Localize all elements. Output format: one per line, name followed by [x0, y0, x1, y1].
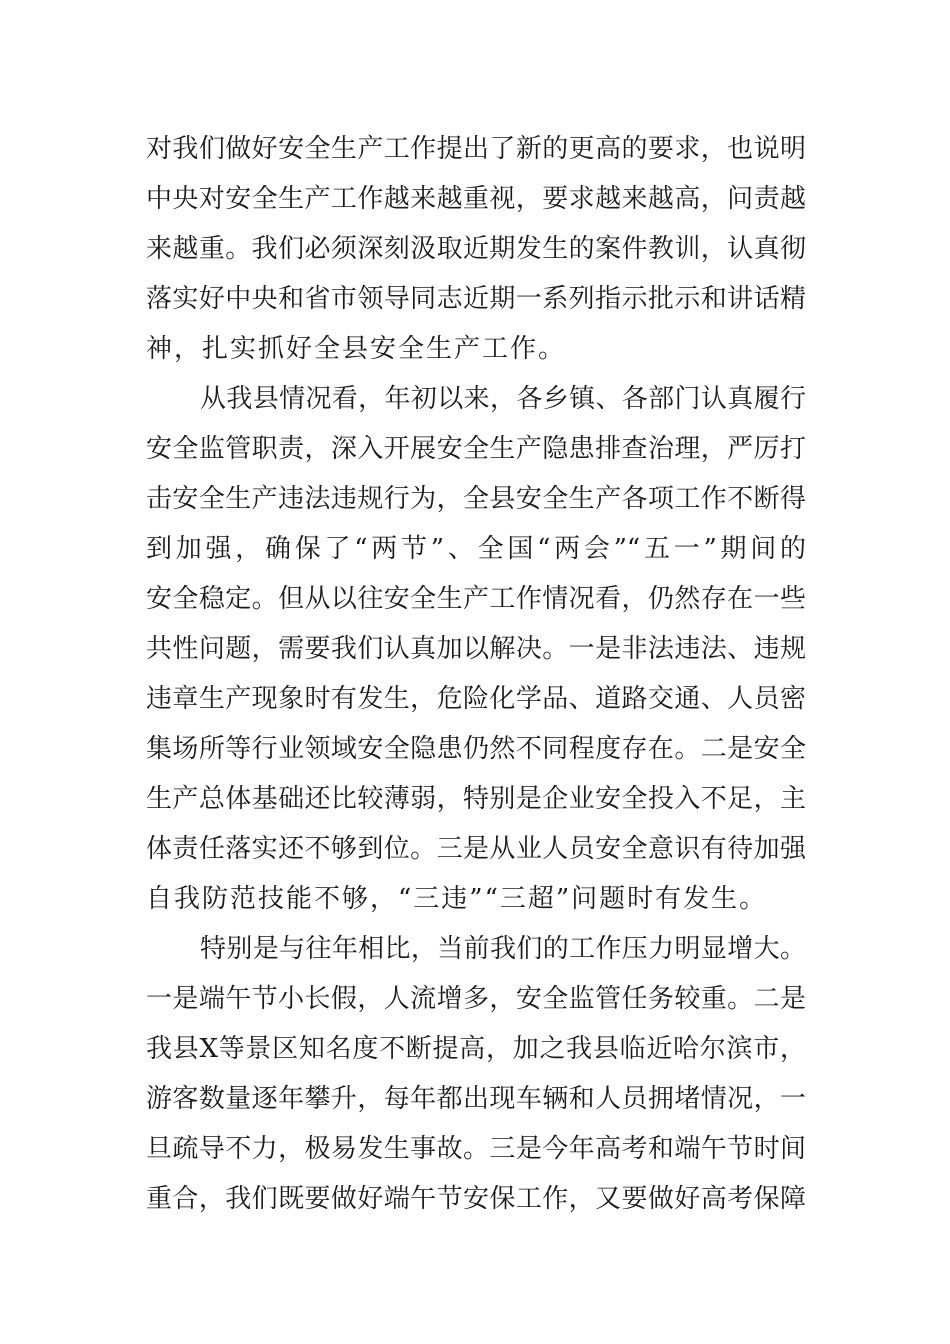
- text-line: 重合，我们既要做好端午节安保工作，又要做好高考保障: [146, 1184, 806, 1214]
- text-line: 中央对安全生产工作越来越重视，要求越来越高，问责越: [146, 184, 806, 214]
- text-line: 击安全生产违法违规行为，全县安全生产各项工作不断得: [146, 484, 806, 514]
- text-line: 一是端午节小长假，人流增多，安全监管任务较重。二是: [146, 984, 806, 1014]
- text-line: 落实好中央和省市领导同志近期一系列指示批示和讲话精: [146, 284, 806, 314]
- text-line: 游客数量逐年攀升，每年都出现车辆和人员拥堵情况，一: [146, 1084, 806, 1114]
- text-line: 从我县情况看，年初以来，各乡镇、各部门认真履行: [200, 384, 806, 414]
- text-line: 来越重。我们必须深刻汲取近期发生的案件教训，认真彻: [146, 234, 806, 264]
- text-line: 违章生产现象时有发生，危险化学品、道路交通、人员密: [146, 684, 806, 714]
- text-line: 对我们做好安全生产工作提出了新的更高的要求，也说明: [146, 134, 806, 164]
- paragraph-1: [146, 124, 806, 374]
- text-line: 神，扎实抓好全县安全生产工作。: [146, 334, 567, 364]
- text-line: 特别是与往年相比，当前我们的工作压力明显增大。: [200, 934, 806, 964]
- text-line: 共性问题，需要我们认真加以解决。一是非法违法、违规: [146, 634, 806, 664]
- text-line: 自我防范技能不够，“三违”“三超”问题时有发生。: [146, 884, 768, 914]
- paragraph-3: [146, 924, 806, 1224]
- text-line: 安全稳定。但从以往安全生产工作情况看，仍然存在一些: [146, 584, 806, 614]
- body-text: [146, 124, 806, 1224]
- text-line: 生产总体基础还比较薄弱，特别是企业安全投入不足，主: [146, 784, 806, 814]
- text-line: 体责任落实还不够到位。三是从业人员安全意识有待加强: [146, 834, 806, 864]
- text-line: 旦疏导不力，极易发生事故。三是今年高考和端午节时间: [146, 1134, 806, 1164]
- text-line: 安全监管职责，深入开展安全生产隐患排查治理，严厉打: [146, 434, 806, 464]
- text-line: 集场所等行业领域安全隐患仍然不同程度存在。二是安全: [146, 734, 806, 764]
- paragraph-2: [146, 374, 806, 924]
- text-line: 到加强，确保了“两节”、全国“两会”“五一”期间的: [146, 534, 806, 564]
- text-line: 我县X等景区知名度不断提高，加之我县临近哈尔滨市，: [146, 1034, 806, 1064]
